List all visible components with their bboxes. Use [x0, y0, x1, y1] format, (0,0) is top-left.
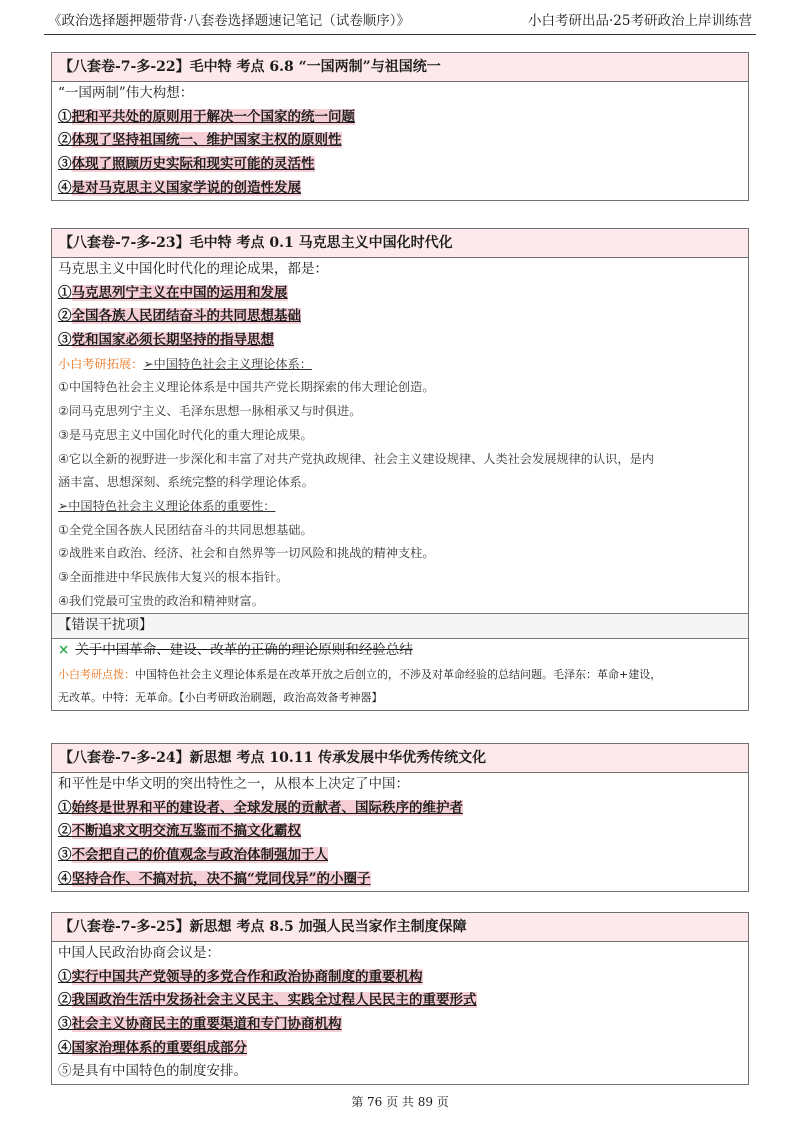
question-stem: 马克思主义中国化时代化的理论成果，都是： [58, 261, 328, 277]
option-2: ②体现了坚持祖国统一、维护国家主权的原则性 [58, 132, 342, 149]
question-title: 【八套卷-7-多-25】新思想 考点 8.5 加强人民当家作主制度保障 [52, 913, 748, 942]
question-stem: “一国两制”伟大构想： [58, 85, 194, 101]
question-stem: 中国人民政治协商会议是： [58, 945, 220, 961]
extension-item: ②同马克思列宁主义、毛泽东思想一脉相承又与时俱进。 [58, 404, 362, 419]
header-brand: 小白考研出品·25考研政治上岸训练营 [528, 13, 752, 29]
option-1: ①实行中国共产党领导的多党合作和政治协商制度的重要机构 [58, 968, 423, 985]
extension-item: ④我们党最可宝贵的政治和精神财富。 [58, 593, 264, 608]
option-3: ③不会把自己的价值观念与政治体制强加于人 [58, 847, 328, 864]
option-4: ④坚持合作、不搞对抗，决不搞“党同伐异”的小圈子 [58, 870, 371, 887]
question-stem: 和平性是中华文明的突出特性之一，从根本上决定了中国： [58, 776, 409, 792]
option-3: ③社会主义协商民主的重要渠道和专门协商机构 [58, 1016, 342, 1033]
question-title: 【八套卷-7-多-24】新思想 考点 10.11 传承发展中华优秀传统文化 [52, 744, 748, 773]
page-number: 第 76 页 共 89 页 [351, 1095, 449, 1109]
option-1: ①把和平共处的原则用于解决一个国家的统一问题 [58, 108, 355, 125]
option-1: ①马克思列宁主义在中国的运用和发展 [58, 284, 288, 301]
error-option: × 关于中国革命、建设、改革的正确的理论原则和经验总结 [58, 642, 413, 658]
option-3: ③党和国家必须长期坚持的指导思想 [58, 332, 274, 349]
extension-item: ②战胜来自政治、经济、社会和自然界等一切风险和挑战的精神支柱。 [58, 546, 435, 561]
extension-label: 小白考研拓展： [58, 356, 144, 371]
page-header [44, 10, 756, 35]
question-title: 【八套卷-7-多-23】毛中特 考点 0.1 马克思主义中国化时代化 [52, 229, 748, 258]
extension-item: ①中国特色社会主义理论体系是中国共产党长期探索的伟大理论创造。 [58, 380, 435, 395]
option-4: ④是对马克思主义国家学说的创造性发展 [58, 179, 301, 196]
question-card-23 [51, 228, 749, 711]
extension-item: ④它以全新的视野进一步深化和丰富了对共产党执政规律、社会主义建设规律、人类社会发展规律的认识，是内 [58, 451, 654, 466]
extension-item: 涵丰富、思想深刻、系统完整的科学理论体系。 [58, 475, 314, 490]
cross-icon: × [58, 642, 70, 658]
extension-item: ③是马克思主义中国化时代化的重大理论成果。 [58, 427, 313, 442]
question-card-22 [51, 52, 749, 201]
extension-heading-2: ➢中国特色社会主义理论体系的重要性： [58, 498, 276, 513]
header-title: 《政治选择题押题带背·八套卷选择题速记笔记（试卷顺序）》 [48, 13, 411, 29]
question-card-24 [51, 743, 749, 892]
question-card-25 [51, 912, 749, 1085]
tip-line-2: 无改革。中特：无革命。【小白考研政治刷题，政治高效备考神器】 [58, 691, 383, 705]
option-2: ②全国各族人民团结奋斗的共同思想基础 [58, 308, 301, 325]
question-title: 【八套卷-7-多-22】毛中特 考点 6.8 “一国两制”与祖国统一 [52, 53, 748, 82]
option-4: ④国家治理体系的重要组成部分 [58, 1039, 247, 1056]
tip-line: 小白考研点拨：中国特色社会主义理论体系是在改革开放之后创立的，不涉及对革命经验的总结问题。毛泽东：革命+建设， [58, 667, 662, 681]
extension-item: ①全党全国各族人民团结奋斗的共同思想基础。 [58, 522, 313, 537]
extension-heading: 小白考研拓展：➢中国特色社会主义理论体系： [58, 356, 312, 371]
option-2: ②我国政治生活中发扬社会主义民主、实践全过程人民民主的重要形式 [58, 992, 477, 1009]
error-label: 【错误干扰项】 [52, 613, 748, 639]
extra-note: ⑤是具有中国特色的制度安排。 [58, 1063, 247, 1080]
option-1: ①始终是世界和平的建设者、全球发展的贡献者、国际秩序的维护者 [58, 799, 463, 816]
tip-label: 小白考研点拨： [58, 667, 135, 681]
extension-item: ③全面推进中华民族伟大复兴的根本指针。 [58, 569, 289, 584]
option-3: ③体现了照顾历史实际和现实可能的灵活性 [58, 156, 315, 173]
option-2: ②不断追求文明交流互鉴而不搞文化霸权 [58, 823, 301, 840]
